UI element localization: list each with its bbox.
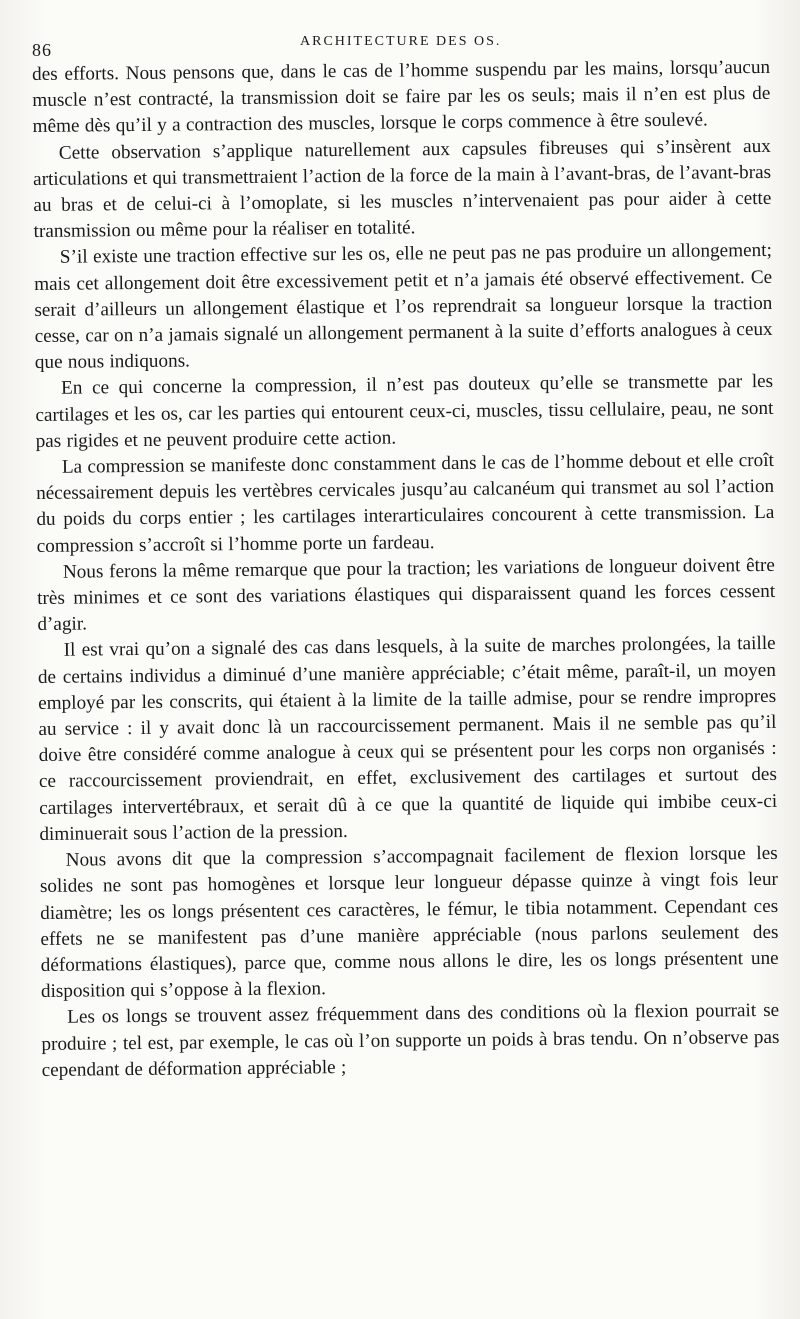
paragraph: Nous avons dit que la compression s’accompagnait facilement de flexion lorsque les solides ne sont pas homogènes et lorsque leur longueur dépasse quinze à vingt fois leur diamètre; les os longs présentent ces caractères, le fémur, le tibia notamment. Cependant ces effets ne se manifestent pas d’une manière appréciable (nous parlons seulement des déformations élastiques), parce que, comme nous allons le dire, les os longs présentent une disposition qui s’oppose à la flexion.	[39, 842, 779, 1003]
page-number: 86	[32, 40, 52, 60]
paragraph: Nous ferons la même remarque que pour la traction; les variations de longueur doivent être très minimes et ce sont des variations élastiques qui disparaissent quand les forces cessent d’agir.	[37, 554, 776, 636]
paragraph: Il est vrai qu’on a signalé des cas dans lesquels, à la suite de marches prolongées, la taille de certains individus a diminué d’une manière appréciable; c’était même, paraît-il, un moyen employé par les conscrits, qui étaient à la limite de la taille admise, pour se rendre impropres au service : il y avait donc là un raccourcissement permanent. Mais il ne semble pas qu’il doive être considéré comme analogue à ceux qui se présentent pour les corps non organisés : ce raccourcissement proviendrait, en effet, exclusivement des cartilages et surtout des cartilages intervertébraux, et serait dû à ce que la quantité de liquide qui imbibe ceux-ci diminuerait sous l’action de la pression.	[37, 633, 778, 845]
body-text	[32, 55, 780, 1084]
paragraph: La compression se manifeste donc constamment dans le cas de l’homme debout et elle croît nécessairement depuis les vertèbres cervicales jusqu’au calcanéum qui transmet au sol l’action du poids du corps entier ; les cartilages interarticulaires concourent à cette transmission. La compression s’accroît si l’homme porte un fardeau.	[36, 449, 775, 557]
paragraph: En ce qui concerne la compression, il n’est pas douteux qu’elle se transmette par les cartilages et les os, car les parties qui entourent ceux-ci, muscles, tissu cellulaire, peau, ne sont pas rigides et ne peuvent produire cette action.	[35, 371, 774, 452]
paragraph: Cette observation s’applique naturellement aux capsules fibreuses qui s’insèrent aux articulations et qui transmettraient l’action de la force de la main à l’avant-bras, de l’avant-bras au bras et de celui-ci à l’omoplate, si les muscles n’intervenaient pas pour aider à cette transmission ou même pour la réaliser en totalité.	[33, 135, 772, 243]
paragraph-continuation: des efforts. Nous pensons que, dans le cas de l’homme suspendu par les mains, lorsqu’aucun muscle n’est contracté, la transmission doit se faire par les os seuls; mais il n’en est plus de même dès qu’il y a contraction des muscles, lorsque le corps commence à être soulevé.	[32, 56, 771, 138]
paragraph: Les os longs se trouvent assez fréquemment dans des conditions où la flexion pourrait se produire ; tel est, par exemple, le cas où l’on supporte un poids à bras tendu. On n’observe pas cependant de déformation appréciable ;	[41, 1000, 780, 1081]
running-head: ARCHITECTURE DES OS.	[300, 34, 502, 49]
paragraph: S’il existe une traction effective sur les os, elle ne peut pas ne pas produire un allongement; mais cet allongement doit être excessivement petit et n’a jamais été observé effectivement. Ce serait d’ailleurs un allongement élastique et l’os reprendrait sa longueur lorsque la traction cesse, car on n’a jamais signalé un allongement permanent à la suite d’efforts analogues à ceux que nous indiquons.	[34, 240, 773, 374]
